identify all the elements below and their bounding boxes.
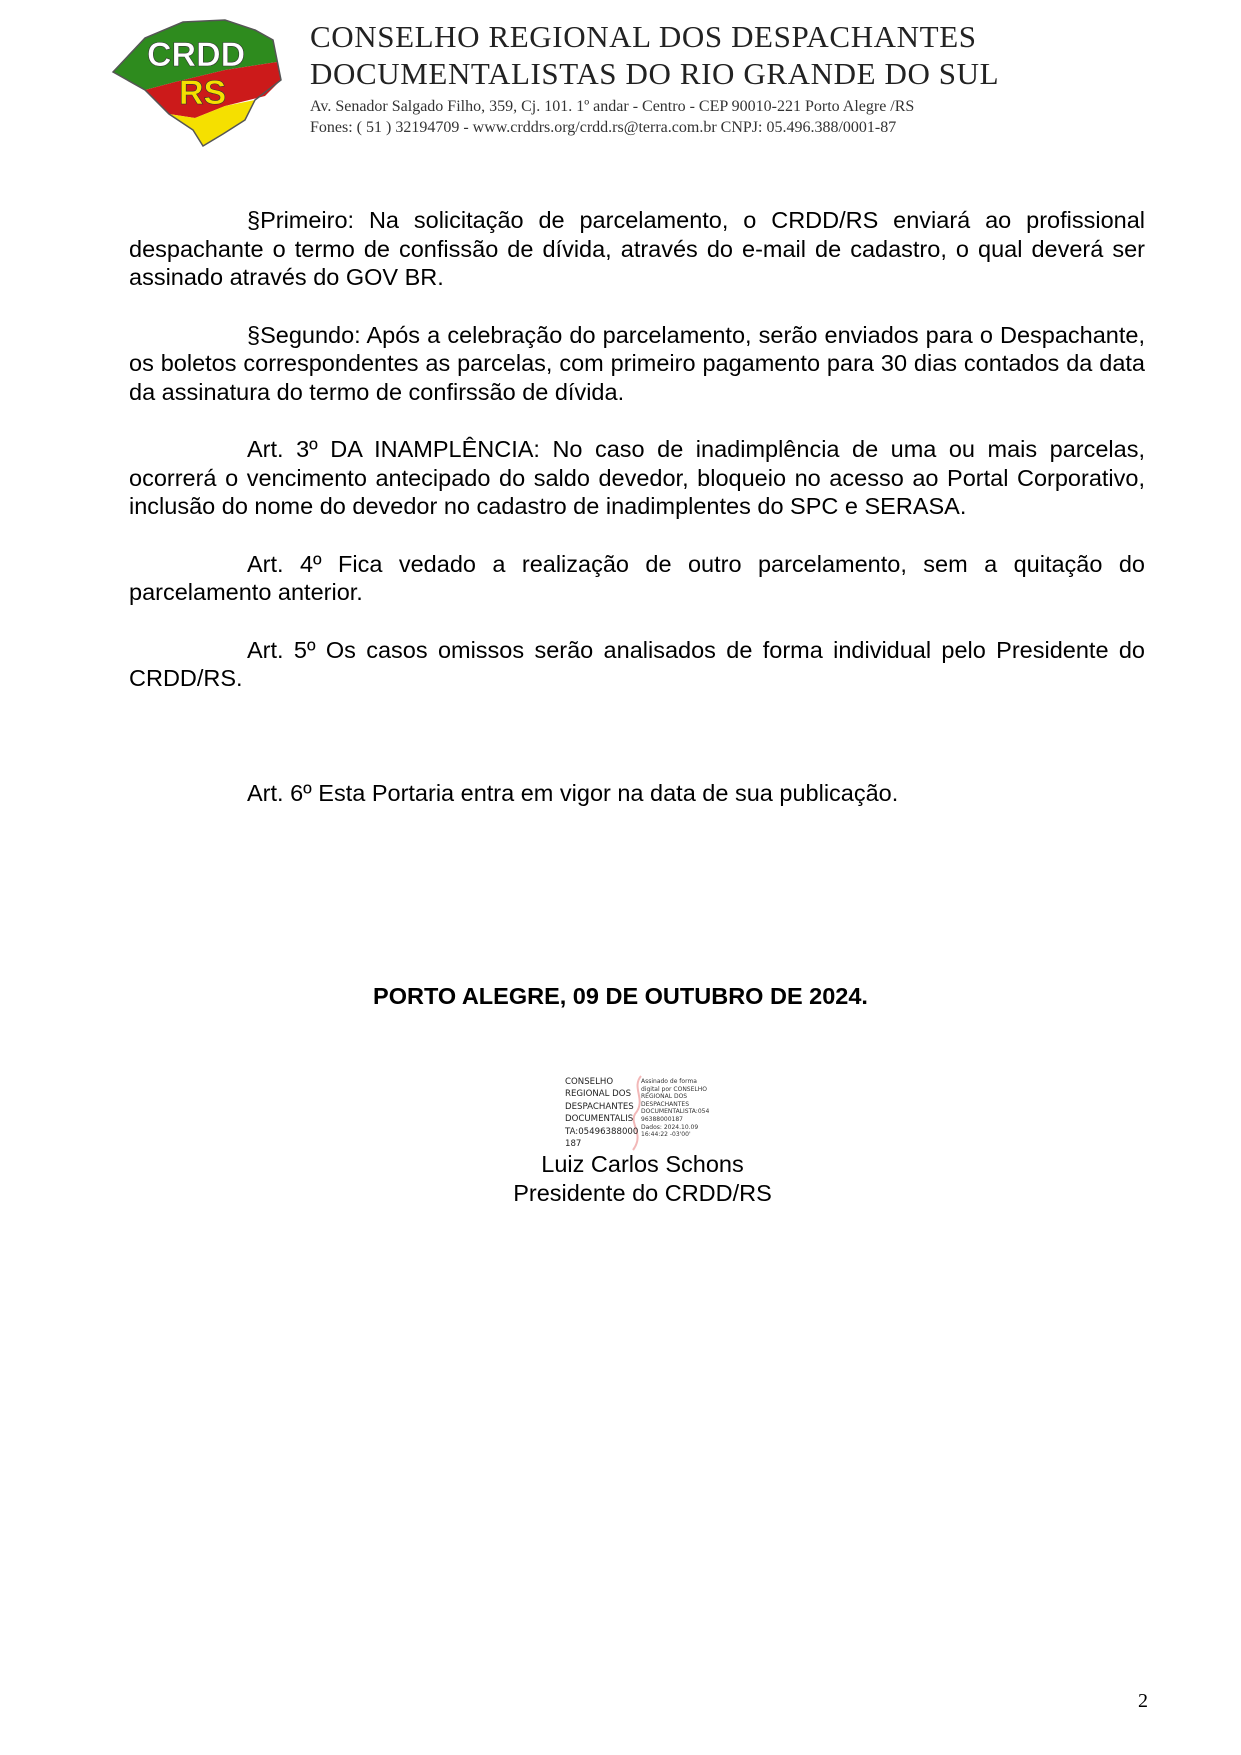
org-name-line2: DOCUMENTALISTAS DO RIO GRANDE DO SUL [310,56,1000,91]
org-address: Av. Senador Salgado Filho, 359, Cj. 101. 1º andar - Centro - CEP 90010-221 Porto Alegre /RS [310,98,915,115]
digital-signature-stamp [565,1076,725,1150]
stamp-signature-details: Assinado de forma digital por CONSELHO REGIONAL DOS DESPACHANTES DOCUMENTALISTA:054 96388000187 Dados: 2024.10.09 16:44:22 -03'00' [641,1078,710,1139]
crdd-rs-logo [105,10,305,150]
paragraph-art3: Art. 3º DA INAMPLÊNCIA: No caso de inadimplência de uma ou mais parcelas, ocorrerá o vencimento antecipado do saldo devedor, bloqueio no acesso ao Portal Corporativo, inclusão do nome do devedor no cadastro de inadimplentes do SPC e SERASA. [129,436,1145,519]
paragraph-primeiro: §Primeiro: Na solicitação de parcelamento, o CRDD/RS enviará ao profissional despachante o termo de confissão de dívida, através do e-mail de cadastro, o qual deverá ser assinado através do GOV BR. [129,207,1145,290]
org-name-line1: CONSELHO REGIONAL DOS DESPACHANTES [310,19,977,54]
signer-role: Presidente do CRDD/RS [513,1180,772,1206]
paragraph-segundo: §Segundo: Após a celebração do parcelamento, serão enviados para o Despachante, os boletos correspondentes as parcelas, com primeiro pagamento para 30 dias contados da data da assinatura do termo de confirssão de dívida. [129,321,1145,405]
logo-text-top: CRDD [147,36,246,74]
signer-name: Luiz Carlos Schons [541,1151,744,1177]
letterhead [310,18,1190,138]
stamp-signer-name: CONSELHO REGIONAL DOS DESPACHANTES DOCUMENTALIS TA:05496388000 187 [565,1077,639,1150]
page-number: 2 [1138,1690,1148,1712]
document-body [129,206,1145,836]
paragraph-art6: Art. 6º Esta Portaria entra em vigor na data de sua publicação. [247,779,899,806]
paragraph-art4: Art. 4º Fica vedado a realização de outro parcelamento, sem a quitação do parcelamento anterior. [129,550,1145,605]
org-contacts: Fones: ( 51 ) 32194709 - www.crddrs.org/crdd.rs@terra.com.br CNPJ: 05.496.388/0001-87 [310,119,897,136]
paragraph-art5: Art. 5º Os casos omissos serão analisados de forma individual pelo Presidente do CRDD/RS. [129,636,1145,691]
date-line: PORTO ALEGRE, 09 DE OUTUBRO DE 2024. [373,983,868,1009]
logo-text-bottom: RS [179,74,227,112]
